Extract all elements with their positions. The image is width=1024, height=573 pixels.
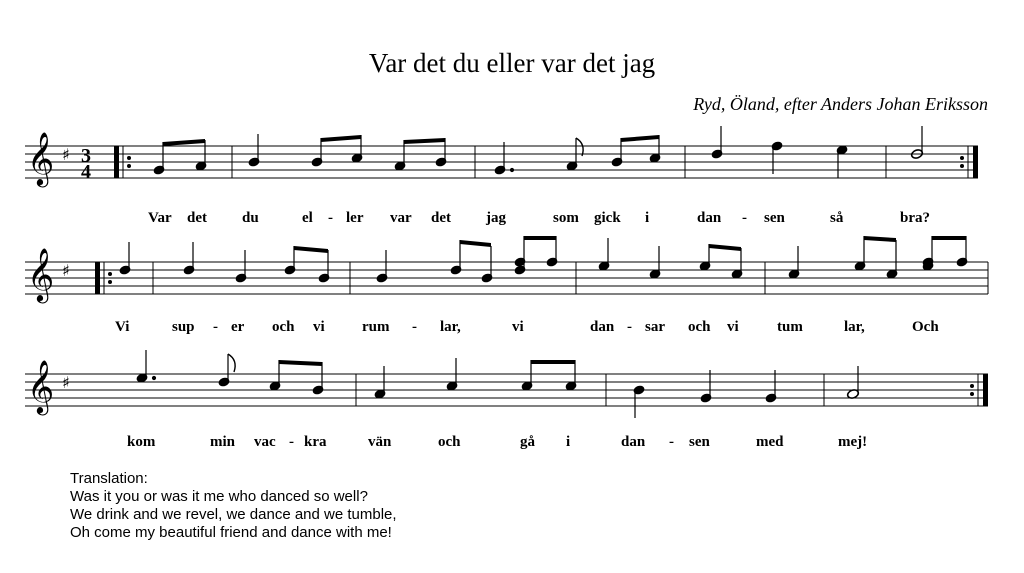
notes-measure-2 [248,134,447,171]
lyric-syllable: - [412,319,417,335]
lyric-syllable: er [231,319,245,335]
lyric-syllable: - [213,319,218,335]
lyric-syllable: kom [127,434,156,450]
lyric-syllable: dan [621,434,646,450]
lyric-syllable: kra [304,434,327,450]
lyric-syllable: och [272,319,295,335]
translation-line-2: We drink and we revel, we dance and we tumble, [70,506,397,523]
lyric-syllable: el [302,210,313,226]
staff-system-2 [25,236,988,335]
lyric-syllable: var [390,210,412,226]
key-signature-sharp: ♯ [62,373,70,392]
key-signature-sharp: ♯ [62,145,70,164]
lyric-syllable: sen [764,210,785,226]
notes-measure-9 [598,238,743,279]
lyric-syllable: - [627,319,632,335]
notes-measure-8 [376,236,558,283]
lyric-syllable: dan [697,210,722,226]
notes-measure-3 [494,135,661,175]
translation-heading: Translation: [70,470,148,487]
lyric-syllable: gick [594,210,621,226]
translation-line-3: Oh come my beautiful friend and dance with me! [70,524,392,541]
lyrics-line-3 [127,434,867,450]
lyric-syllable: Vi [115,319,130,335]
lyric-syllable: som [553,210,579,226]
lyric-syllable: i [566,434,571,450]
notes-measure-12 [374,358,577,399]
lyric-syllable: - [742,210,747,226]
lyric-syllable: vi [727,319,739,335]
lyric-syllable: min [210,434,236,450]
key-signature-sharp: ♯ [62,261,70,280]
lyric-syllable: - [328,210,333,226]
treble-clef-icon: 𝄞 [27,247,55,301]
lyric-syllable: du [242,210,259,226]
lyric-syllable: så [830,210,844,226]
lyric-syllable: jag [486,210,506,226]
lyric-syllable: mej! [838,434,868,450]
lyric-syllable: det [431,210,451,226]
lyrics-line-1 [148,210,930,226]
lyric-syllable: bra? [900,210,930,226]
notes-measure-11 [136,350,324,395]
lyric-syllable: rum [362,319,390,335]
staff-system-1 [25,126,978,226]
notes-measure-14 [847,366,860,399]
notes-measure-6 [119,242,131,275]
lyric-syllable: gå [520,434,535,450]
lyric-syllable: och [438,434,461,450]
lyric-syllable: - [669,434,674,450]
lyric-syllable: Var [148,210,172,226]
lyric-syllable: sar [645,319,665,335]
composer-credit: Ryd, Öland, efter Anders Johan Eriksson [693,94,988,114]
lyric-syllable: lar, [440,319,461,335]
lyric-syllable: dan [590,319,615,335]
lyric-syllable: med [756,434,784,450]
notes-measure-13 [633,370,777,418]
lyric-syllable: vac [254,434,276,450]
time-signature-bottom: 4 [81,161,91,183]
staff-system-3 [25,350,988,450]
time-signature-top: 3 [81,145,91,167]
lyric-syllable: vi [512,319,524,335]
staff-lines [25,262,988,294]
lyric-syllable: tum [777,319,803,335]
lyric-syllable: - [289,434,294,450]
song-title: Var det du eller var det jag [368,48,656,78]
lyric-syllable: ler [346,210,364,226]
lyric-syllable: och [688,319,711,335]
lyric-syllable: Och [912,319,939,335]
lyric-syllable: vän [368,434,392,450]
lyrics-line-2 [115,319,939,335]
notes-measure-7 [183,242,330,283]
notes-measure-10 [788,236,968,279]
treble-clef-icon: 𝄞 [27,131,55,185]
treble-clef-icon: 𝄞 [27,359,55,413]
lyric-syllable: i [645,210,650,226]
lyric-syllable: det [187,210,207,226]
translation-line-1: Was it you or was it me who danced so well? [70,488,368,505]
lyric-syllable: sup [172,319,195,335]
staff-lines [25,374,988,406]
lyric-syllable: sen [689,434,710,450]
translation-block [70,470,397,542]
lyric-syllable: vi [313,319,325,335]
lyric-syllable: lar, [844,319,865,335]
